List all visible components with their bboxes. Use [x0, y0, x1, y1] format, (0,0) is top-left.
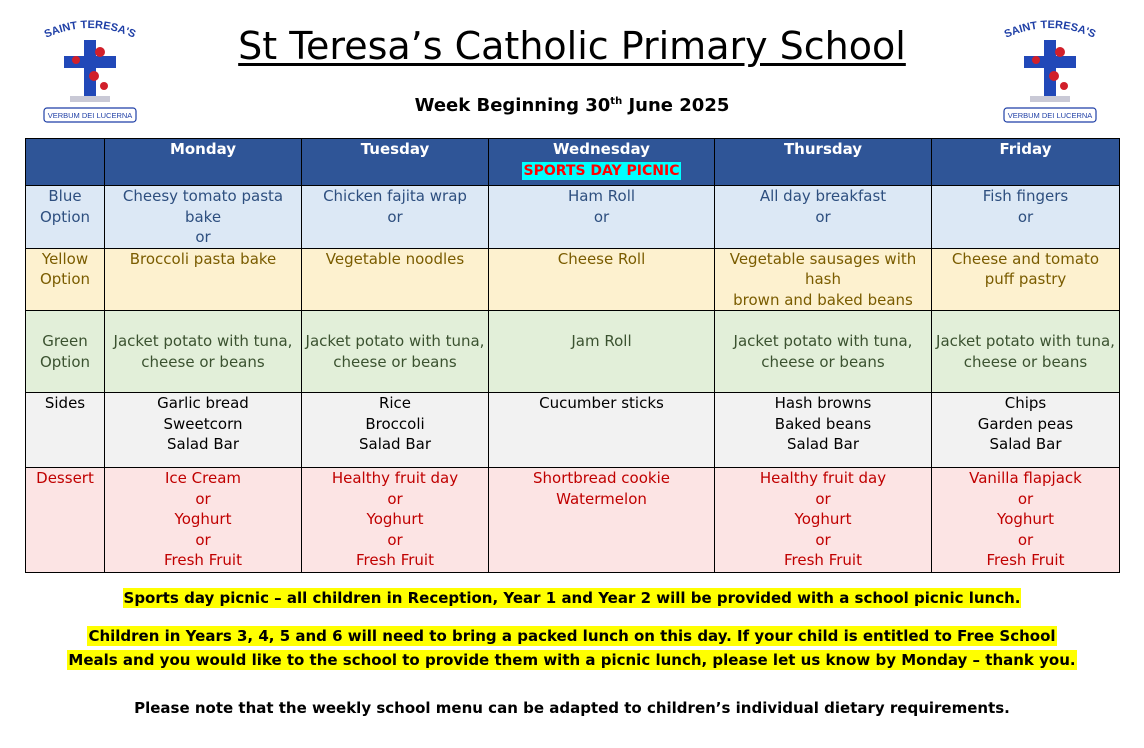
row-label-green: [26, 311, 105, 393]
menu-item-text: Jacket potato with tuna,: [305, 332, 485, 350]
row-label-text: Dessert: [36, 469, 94, 487]
note-dietary: Please note that the weekly school menu can be adapted to children’s individual dietary requirements.: [134, 699, 1010, 717]
menu-item-text: Yoghurt: [174, 510, 232, 528]
menu-item-text: cheese or beans: [761, 352, 885, 371]
menu-item-text: or: [195, 530, 211, 549]
menu-cell-yellow-wednesday: [489, 248, 715, 311]
menu-cell-dessert-wednesday: [489, 468, 715, 573]
menu-item-text: Ice Cream: [164, 469, 241, 487]
menu-item-text: Healthy fruit day: [759, 469, 887, 487]
menu-row-dessert: [26, 468, 1120, 573]
row-label-sides: [26, 393, 105, 468]
menu-item-text: cheese or beans: [963, 352, 1088, 371]
week-beginning: Week Beginning 30th June 2025: [414, 95, 730, 116]
header-monday: Monday: [105, 139, 302, 186]
menu-cell-green-thursday: [715, 311, 932, 393]
header-friday: Friday: [932, 139, 1120, 186]
row-label-text: Green: [42, 332, 88, 350]
menu-item-text: or: [1017, 489, 1034, 508]
row-label-blue: [26, 186, 105, 249]
menu-cell-blue-thursday: [715, 186, 932, 249]
menu-item-text: or: [1017, 207, 1034, 226]
menu-item-text: Jacket potato with tuna,: [113, 332, 293, 350]
row-label-text: Yellow: [41, 249, 89, 268]
menu-item-text: Vegetable noodles: [325, 249, 465, 268]
menu-item-text: cheese or beans: [141, 352, 265, 371]
menu-cell-dessert-thursday: [715, 468, 932, 573]
header-tuesday: Tuesday: [302, 139, 489, 186]
menu-item-text: Cheesy tomato pasta bake: [122, 187, 284, 226]
menu-cell-sides-friday: [932, 393, 1120, 468]
row-label-text: Option: [39, 352, 91, 371]
menu-item-text: or: [195, 489, 211, 508]
row-label-dessert: [26, 468, 105, 573]
menu-item-text: Garden peas: [977, 414, 1074, 433]
menu-cell-dessert-monday: [105, 468, 302, 573]
row-label-text: Option: [39, 270, 91, 288]
svg-text:SAINT TERESA'S: SAINT TERESA'S: [1002, 20, 1098, 41]
menu-item-text: Fresh Fruit: [784, 551, 862, 569]
menu-item-text: Ham Roll: [567, 187, 636, 205]
header-wednesday: Wednesday SPORTS DAY PICNIC: [489, 139, 715, 186]
menu-item-text: Fresh Fruit: [356, 551, 434, 569]
menu-item-text: Broccoli pasta bake: [129, 249, 277, 268]
menu-item-text: or: [387, 207, 403, 226]
menu-item-text: Yoghurt: [997, 510, 1054, 528]
menu-item-text: Cheese Roll: [557, 249, 646, 268]
menu-cell-yellow-friday: [932, 248, 1120, 311]
menu-item-text: Healthy fruit day: [331, 469, 459, 487]
day-header-row: [26, 139, 1120, 186]
menu-item-text: Jacket potato with tuna,: [936, 332, 1115, 350]
menu-item-text: brown and baked beans: [733, 290, 913, 309]
menu-item-text: Shortbread cookie: [532, 469, 670, 487]
menu-row-sides: [26, 393, 1120, 468]
page-title: St Teresa’s Catholic Primary School: [238, 24, 906, 68]
menu-cell-green-monday: [105, 311, 302, 393]
menu-cell-blue-wednesday: [489, 186, 715, 249]
header-corner: [26, 139, 105, 186]
menu-item-text: Fish fingers: [982, 187, 1069, 205]
menu-item-text: Garlic bread: [157, 394, 249, 412]
row-label-text: Blue: [48, 187, 82, 205]
svg-text:VERBUM DEI LUCERNA: VERBUM DEI LUCERNA: [47, 111, 133, 120]
menu-item-text: Jacket potato with tuna,: [733, 332, 913, 350]
menu-cell-blue-tuesday: [302, 186, 489, 249]
menu-cell-sides-tuesday: [302, 393, 489, 468]
menu-cell-sides-thursday: [715, 393, 932, 468]
menu-item-text: Watermelon: [556, 489, 647, 508]
menu-item-text: Chicken fajita wrap: [323, 187, 467, 205]
note-packed-lunch: Children in Years 3, 4, 5 and 6 will need to bring a packed lunch on this day. If your child is entitled to Free School Meals and you would like to the school to provide them with a picnic lunch, please let us know by Monday – thank you.: [68, 627, 1076, 669]
menu-item-text: Fresh Fruit: [164, 551, 242, 569]
menu-cell-blue-monday: [105, 186, 302, 249]
menu-cell-green-wednesday: [489, 311, 715, 393]
svg-text:VERBUM DEI LUCERNA: VERBUM DEI LUCERNA: [1007, 111, 1093, 120]
menu-item-text: or: [815, 530, 831, 549]
menu-item-text: puff pastry: [984, 270, 1067, 288]
menu-item-text: Cheese and tomato: [951, 249, 1100, 268]
row-label-yellow: [26, 248, 105, 311]
header-thursday: Thursday: [715, 139, 932, 186]
menu-item-text: Baked beans: [774, 414, 872, 433]
menu-item-text: Salad Bar: [358, 435, 431, 453]
menu-row-yellow: [26, 248, 1120, 311]
menu-item-text: Yoghurt: [794, 510, 852, 528]
menu-item-text: Sweetcorn: [163, 414, 243, 433]
menu-item-text: Cucumber sticks: [539, 394, 664, 412]
menu-item-text: or: [387, 530, 403, 549]
menu-item-text: cheese or beans: [333, 352, 457, 371]
menu-cell-green-tuesday: [302, 311, 489, 393]
note-sports-day: Sports day picnic – all children in Reception, Year 1 and Year 2 will be provided with a school picnic lunch.: [123, 589, 1021, 607]
menu-item-text: Broccoli: [365, 414, 425, 433]
menu-item-text: Yoghurt: [366, 510, 424, 528]
menu-item-text: or: [815, 489, 831, 508]
menu-item-text: Rice: [378, 394, 412, 412]
menu-table: [25, 138, 1120, 573]
menu-item-text: Chips: [1004, 394, 1047, 412]
menu-cell-yellow-thursday: [715, 248, 932, 311]
menu-cell-dessert-tuesday: [302, 468, 489, 573]
svg-text:SAINT TERESA'S: SAINT TERESA'S: [42, 20, 138, 41]
menu-cell-dessert-friday: [932, 468, 1120, 573]
menu-item-text: or: [195, 228, 211, 246]
menu-cell-yellow-tuesday: [302, 248, 489, 311]
menu-item-text: or: [815, 207, 831, 226]
menu-cell-sides-monday: [105, 393, 302, 468]
menu-cell-green-friday: [932, 311, 1120, 393]
menu-item-text: Vanilla flapjack: [969, 469, 1082, 487]
menu-item-text: All day breakfast: [759, 187, 887, 205]
menu-item-text: Jam Roll: [571, 332, 632, 350]
menu-row-blue: [26, 186, 1120, 249]
menu-item-text: Fresh Fruit: [986, 551, 1065, 569]
menu-item-text: Salad Bar: [786, 435, 859, 453]
menu-item-text: Salad Bar: [166, 435, 239, 453]
menu-row-green: [26, 311, 1120, 393]
menu-item-text: or: [593, 207, 610, 226]
menu-cell-yellow-monday: [105, 248, 302, 311]
row-label-text: Option: [39, 207, 91, 226]
menu-item-text: Vegetable sausages with hash: [729, 249, 917, 288]
menu-item-text: Salad Bar: [989, 435, 1062, 453]
menu-item-text: or: [1017, 530, 1034, 549]
row-label-text: Sides: [44, 394, 86, 412]
menu-item-text: or: [387, 489, 403, 508]
sports-day-tag: SPORTS DAY PICNIC: [523, 162, 680, 179]
menu-cell-sides-wednesday: [489, 393, 715, 468]
menu-cell-blue-friday: [932, 186, 1120, 249]
menu-item-text: Hash browns: [774, 394, 872, 412]
